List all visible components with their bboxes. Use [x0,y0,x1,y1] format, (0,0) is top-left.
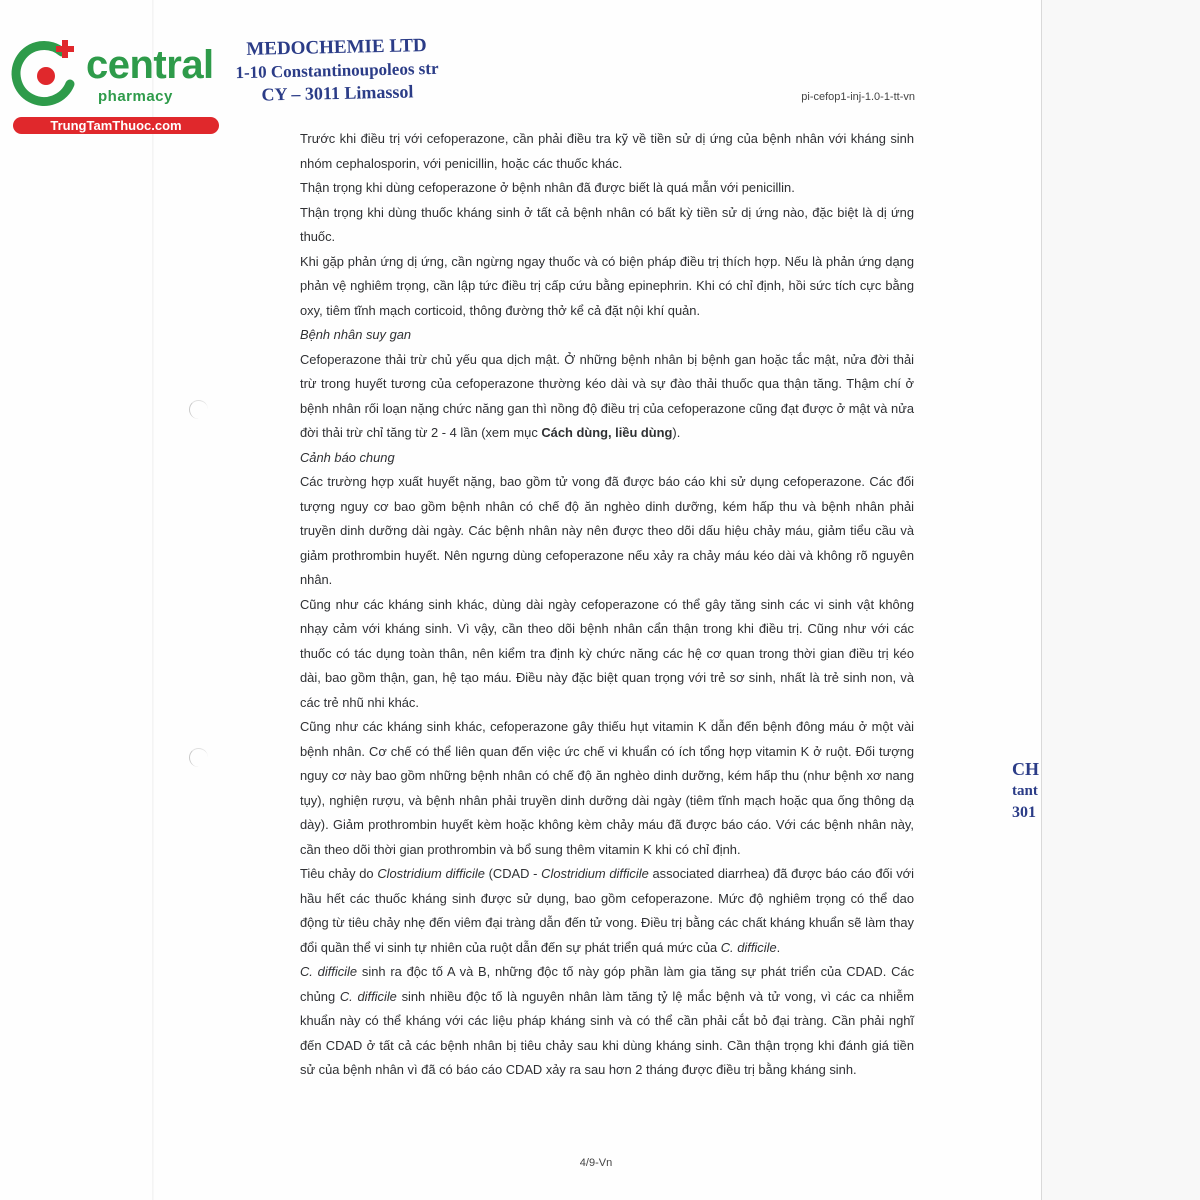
species-name: Clostridium difficile [541,866,649,881]
paragraph: Cũng như các kháng sinh khác, dùng dài ngày cefoperazone có thể gây tăng sinh các vi sinh vật không nhạy cảm với kháng sinh. Vì vậy, cần theo dõi bệnh nhân cẩn thận trong khi điều trị. Cũng như với các thuốc có tác dụng toàn thân, nên kiểm tra định kỳ chức năng các hệ cơ quan trong thời gian điều trị kéo dài, bao gồm thận, gan, hệ tạo máu. Điều này đặc biệt quan trọng với trẻ sơ sinh, nhất là trẻ sinh non, và các trẻ nhũ nhi khác. [300,596,914,710]
stamp-fragment-line: tant [1012,783,1038,799]
species-name: C. difficile [720,939,777,955]
text-run: (CDAD - [484,866,542,881]
punch-hole-mark [189,400,208,419]
logo-c-icon [10,38,82,110]
section-heading-warning: Cảnh báo chung [300,449,395,465]
logo-name: central [86,43,214,87]
stamp-company-name: MEDOCHEMIE LTD [246,35,427,60]
species-name: Clostridium difficile [377,866,485,881]
stamp-street: 1-10 Constantinoupoleos str [235,58,439,83]
paragraph: Các trường hợp xuất huyết nặng, bao gồm tử vong đã được báo cáo khi sử dụng cefoperazone. Các đối tượng nguy cơ bao gồm bệnh nhân có chế độ ăn nghèo dinh dưỡng, kém hấp thu và bệnh nhân phải truyền dinh dưỡng dài ngày. Các bệnh nhân này nên được theo dõi dấu hiệu chảy máu, giảm tiểu cầu và giảm prothrombin huyết. Nên ngưng dùng cefoperazone nếu xảy ra chảy máu kéo dài và không rõ nguyên nhân. [300,474,914,587]
text-run: Tiêu chảy do [300,866,378,881]
text-run: sinh nhiều độc tố là nguyên nhân làm tăng tỷ lệ mắc bệnh và tử vong, vì các ca nhiễm khuẩn này có thể kháng với các liệu pháp kháng sinh và có thể cần phải cắt bỏ đại tràng. Cần phải nghĩ đến CDAD ở tất cả các bệnh nhân bị tiêu chảy sau khi dùng kháng sinh. Cần thận trọng khi đánh giá tiền sử của bệnh nhân vì đã có báo cáo CDAD xảy ra sau hơn 2 tháng được điều trị bằng kháng sinh. [300,988,914,1077]
paragraph: Cũng như các kháng sinh khác, cefoperazone gây thiếu hụt vitamin K dẫn đến bệnh đông máu ở một vài bệnh nhân. Cơ chế có thể liên quan đến việc ức chế vi khuẩn có ích tổng hợp vitamin K ở ruột. Đối tượng nguy cơ này bao gồm những bệnh nhân có chế độ ăn nghèo dinh dưỡng, kém hấp thu (như bệnh xơ nang tụy), nghiện rượu, và bệnh nhân phải truyền dinh dưỡng dài ngày (tiêm tĩnh mạch hoặc qua ống thông dạ dày). Giảm prothrombin huyết kèm hoặc không kèm chảy máu đã được báo cáo. Với các bệnh nhân này, cần theo dõi thời gian prothrombin và bổ sung thêm vitamin K khi có chỉ định. [300,719,914,857]
species-name: C. difficile [300,964,358,979]
logo-subtitle: pharmacy [98,88,173,105]
cross-reference: Cách dùng, liều dùng [541,425,673,440]
stamp-city: CY – 3011 Limassol [261,81,414,105]
paragraph [300,960,914,1083]
paragraph [300,862,914,960]
text-run: . [776,939,781,955]
stamp-fragment-edge [1012,758,1041,824]
text-run: Cefoperazone thải trừ chủ yếu qua dịch mật. Ở những bệnh nhân bị bệnh gan hoặc tắc mật, nửa đời thải trừ trong huyết tương của cefoperazone thường kéo dài và sự đào thải thuốc qua thận tăng. Thậm chí ở bệnh nhân rối loạn nặng chức năng gan thì nồng độ điều trị của cefoperazone cũng đạt được ở mật và nửa đời thải trừ chỉ tăng từ 2 - 4 lần (xem mục [300,351,914,440]
stamp-fragment-line: 301 [1012,804,1036,821]
text-run: ). [672,425,681,440]
species-name: C. difficile [339,988,397,1004]
page-fold-shadow [152,0,154,1200]
punch-hole-mark [189,748,208,767]
central-pharmacy-logo [10,38,215,134]
text-run: sinh ra độc tố A và B, những độc tố này góp phần làm gia tăng sự phát triển của CDAD. Các chủng [300,964,915,1004]
adjacent-page-edge [1041,0,1200,1200]
paragraph: Thận trọng khi dùng thuốc kháng sinh ở tất cả bệnh nhân có bất kỳ tiền sử dị ứng nào, đặc biệt là dị ứng thuốc. [300,204,914,244]
text-run: associated diarrhea) đã được báo cáo đối với hầu hết các thuốc kháng sinh được sử dụng, bao gồm cefoperazone. Mức độ nghiêm trọng có thể dao động từ tiêu chảy nhẹ đến viêm đại tràng dẫn đến tử vong. Điều trị bằng các chất kháng khuẩn sẽ làm thay đổi quần thể vi sinh tự nhiên của ruột dẫn đến sự phát triển quá mức của [300,866,914,955]
section-heading-liver: Bệnh nhân suy gan [300,327,412,342]
page-number: 4/9-Vn [579,1157,613,1169]
paragraph: Trước khi điều trị với cefoperazone, cần phải điều tra kỹ về tiền sử dị ứng của bệnh nhân với kháng sinh nhóm cephalosporin, với penicillin, hoặc các thuốc khác. [300,131,914,171]
stamp-fragment-line: CH [1012,759,1039,779]
paragraph: Thận trọng khi dùng cefoperazone ở bệnh nhân đã được biết là quá mẫn với penicillin. [300,180,795,195]
document-reference: pi-cefop1-inj-1.0-1-tt-vn [801,91,915,103]
document-body [300,127,914,1083]
paragraph [300,348,914,446]
company-stamp [231,34,442,107]
logo-website: TrungTamThuoc.com [13,117,219,134]
paragraph: Khi gặp phản ứng dị ứng, cần ngừng ngay thuốc và có biện pháp điều trị thích hợp. Nếu là phản ứng dạng phản vệ nghiêm trọng, cần lập tức điều trị cấp cứu bằng epinephrin. Khi có chỉ định, hồi sức tích cực bằng oxy, tiêm tĩnh mạch corticoid, thông đường thở kể cả đặt nội khí quản. [300,253,914,318]
